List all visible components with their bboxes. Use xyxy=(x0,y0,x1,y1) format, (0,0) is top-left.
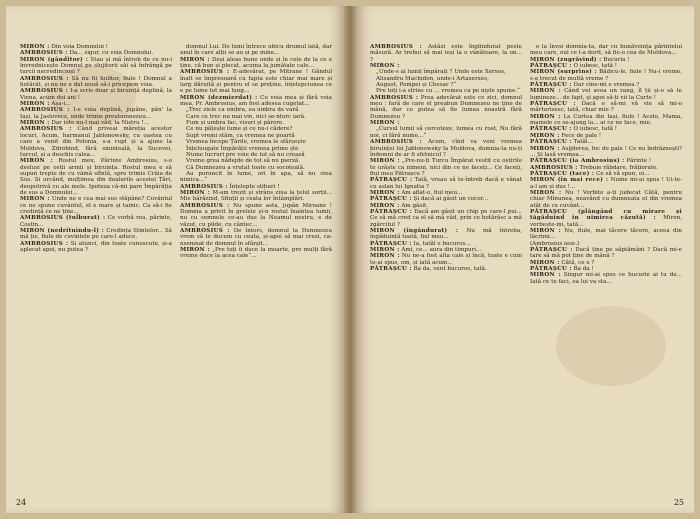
text-paragraph: MIRON : Singur mi-ai spus ce bucurie ai tu de... Iată ce te faci, ea lui va sta... xyxy=(530,272,682,285)
speaker-name: MIRON : xyxy=(370,247,400,253)
speaker-name: MIRON : xyxy=(530,227,562,234)
text-paragraph: Vreme grea nădejde de tot să nu pierză. xyxy=(186,158,301,165)
speaker-name: MIRON : xyxy=(370,63,400,70)
speaker-name: PĂTRAȘCU (plângând cu mirare și tăgăduind în uimirea căzută) : xyxy=(530,208,682,222)
text-paragraph: Care ce trec nu mai vin, nici se-ntorc iară. xyxy=(186,113,306,120)
text-paragraph: (Ambrosius iese.) xyxy=(530,240,580,247)
text-paragraph: „Unde-s ai lumii împărați ? Unde este Xerxes, xyxy=(376,69,506,76)
text-paragraph: Că Dumnezeu a vrutat toate cu socoteală. xyxy=(186,164,305,171)
speaker-name: AMBROSIUS : xyxy=(20,240,69,247)
speaker-name: AMBROSIUS : xyxy=(530,164,578,171)
speaker-name: AMBROSIUS : xyxy=(370,139,423,146)
speaker-name: MIRON : xyxy=(370,202,400,209)
text-paragraph: MIRON : Dar iote nu-l mai văd, la Nistru !... xyxy=(20,120,149,127)
speaker-name: MIRON (îngândurat) : xyxy=(370,227,459,234)
speaker-name: MIRON (gânditor) : xyxy=(20,56,89,63)
speaker-name: MIRON : xyxy=(370,120,400,127)
text-paragraph: Vremea începe Țările, vremea le sfârșește xyxy=(186,139,306,146)
speaker-name: PĂTRAȘCU : xyxy=(530,139,572,146)
speaker-name: AMBROSIUS : xyxy=(20,88,69,95)
speaker-name: MIRON : xyxy=(180,189,211,196)
text-paragraph: PĂTRAȘCU (ia Ambrosius) : Părinte ! xyxy=(530,158,652,165)
speaker-name: PĂTRAȘCU (tace) : xyxy=(530,170,595,177)
text-paragraph: MIRON (în mai rece) : Nume mi-ai spus ! Ui-te-a-l am și dus !... xyxy=(530,177,682,190)
text-paragraph: PĂTRAȘCU : Dacă am găsit un chip pe care-l pui... Ce să mă cred ca el să mă văd, prin ce hotărăsc a mă zgârcitul ? xyxy=(370,208,522,228)
text-paragraph: Fum și umbra fac, visuri și părere. xyxy=(186,120,285,127)
text-paragraph: PĂTRAȘCU : Dacă o să-mi vă vie să mi-o mărturisesc, tată, chiar mie ? xyxy=(530,101,682,114)
text-paragraph: PĂTRAȘCU : Ba da, sunt bucuros, tată. xyxy=(370,266,487,273)
text-paragraph: AMBROSIUS : I-e voia deplină, jupâne, pân' la Iași, la Jaslovecz, unde trimis preutumnezeu... xyxy=(20,107,173,120)
speaker-name: MIRON : xyxy=(20,120,50,127)
speaker-name: AMBROSIUS : xyxy=(180,227,230,234)
text-paragraph: Pre toți i-a strins cu ... vremea ca pe niște spume.“ xyxy=(376,88,520,95)
text-paragraph: AMBROSIUS : Să nu fii hulitor, fiule ! Domnul a hotărât, și nu ne e dat nouă să-i pricepem voia. xyxy=(20,75,172,89)
text-paragraph: PĂTRAȘCU : Ia, tatăl e bucuros... xyxy=(370,240,471,247)
text-paragraph: Alisandru Machidon, unde-i Artaxerxes, xyxy=(376,75,489,82)
speaker-name: MIRON : xyxy=(370,189,400,196)
text-paragraph: MIRON : Când vei avea un rang, îl ții și-o să te lumineze... de fapt, și apoi să-ți vii la Curte ! xyxy=(530,88,682,101)
text-paragraph: AMBROSIUS : Si atunci, din toate cunoscute, și-a aplecat apoi, nu putea ? xyxy=(20,240,173,253)
text-paragraph: MIRON : Nu ! Vorbite a-ți judecat Cătă, pentru chiar Minunea, neavând cu dumneata el din vremea atât de ce cuvânt... xyxy=(530,189,682,209)
book-gutter xyxy=(344,6,356,513)
speaker-name: MIRON : xyxy=(370,253,400,260)
speaker-name: AMBROSIUS (tulburat) : xyxy=(20,215,106,222)
speaker-name: PĂTRAȘCU : xyxy=(530,82,572,89)
left-column-2 xyxy=(180,44,332,260)
text-paragraph: PĂTRAȘCU : Dacă ține pe săptămâni ? Dacă mi-e tare să mă pot ține de mână ? xyxy=(530,247,682,260)
text-paragraph: MIRON (gânditor) : Stau și mă întreb de ce nu-i învrednicește Domnul pe slujitorii săi să înfrângă pe turcii necredincioși ? xyxy=(20,56,173,76)
speaker-name: MIRON : xyxy=(530,189,562,196)
text-paragraph: MIRON : M-am trezit și strâns ziua la țelul sorții... Mie hărăzind, Sfinții și ceata lor întâmplări. xyxy=(180,189,332,203)
speaker-name: PĂTRAȘCU : xyxy=(530,266,572,273)
text-paragraph: MIRON : Deși aleas bune unde și în cele de la ce e ține, că bun și plecat, acuma la jumătate cale... xyxy=(180,56,332,70)
text-paragraph: AMBROSIUS : De întors, domnul la Dumnezeu vrem să te ducem cu ceata, și-apoi să mai crezi, ca-nsemnat de domnul în sfârșit... xyxy=(180,227,332,247)
left-column-1 xyxy=(20,44,172,253)
text-paragraph: MIRON : Așa-i... xyxy=(20,101,71,108)
right-page xyxy=(356,6,694,513)
speaker-name: MIRON : xyxy=(530,132,560,139)
text-paragraph: MIRON : Asijderea, foc de pale ! Ce nu îndrăznești? ... Și lasă vremea... xyxy=(530,145,682,158)
text-paragraph: MIRON (dezmierdat) : Cu voia mea și fără voia mea, Pr. Ambrosius, am fost adesea cugetat... xyxy=(180,94,332,108)
right-column-2 xyxy=(530,44,682,285)
speaker-name: MIRON : xyxy=(530,113,561,120)
text-paragraph: MIRON (nedrituindu-l) : Credința Stintelor... Să mă ție, fiule de cuvintele pe care-l aduce. xyxy=(20,227,172,241)
speaker-name: MIRON : xyxy=(20,158,54,165)
text-paragraph: MIRON : Ami, ce... aura din timpuri... xyxy=(370,247,482,253)
speaker-name: MIRON : xyxy=(530,145,560,152)
speaker-name: AMBROSIUS : xyxy=(20,107,70,114)
text-paragraph: Au poruncit în lume, ori în apa, să nu stea nimica...“ xyxy=(180,170,332,184)
speaker-name: MIRON : xyxy=(180,247,210,253)
text-paragraph: MIRON : Nu ne-a fost alta cale și încă, toate e cum te-ai spus, om, și iată acum... xyxy=(370,253,523,266)
text-paragraph: Nume lucruri pre voie de tot să nu crează xyxy=(186,151,305,158)
text-paragraph: AMBROSIUS : Înțelepte stihuri ! xyxy=(180,183,280,190)
speaker-name: MIRON (surprins) : xyxy=(530,69,598,76)
text-paragraph: MIRON (îngândurat) : Nu mă întreba, îngăduință toată, fiul meu... xyxy=(370,227,523,241)
speaker-name: AMBROSIUS : xyxy=(180,183,228,190)
paper-stain xyxy=(556,306,666,386)
speaker-name: MIRON : xyxy=(530,259,560,266)
text-paragraph: PĂTRAȘCU (tace) : Ce să vă spun, oi... xyxy=(530,170,650,177)
text-paragraph: MIRON : „Pre toți îi duce la moarte, pre mulți fără vreme duce la acea cale“... xyxy=(180,247,332,260)
speaker-name: AMBROSIUS : xyxy=(370,44,422,50)
text-paragraph: MIRON : Am găsit. xyxy=(370,202,429,209)
text-paragraph: PĂTRAȘCU : Și dacă ai găsit un cocor... xyxy=(370,196,489,203)
text-paragraph: MIRON : La Curtea din Iași, fiule ! Acolo, Mama, mamele ce se-ajung la... ai ce ne face, mie. xyxy=(530,113,682,127)
text-paragraph: AMBROSIUS : Nu spune asta, jupân Miroane ! Domnia a privit în grelele și-n rostul înaintea lumii, nu cu semnele ce-au dus la Neamul nostru, e de văzut, cu pilde, cu cântec... xyxy=(180,202,333,228)
speaker-name: PĂTRAȘCU : xyxy=(370,208,413,215)
speaker-name: AMBROSIUS : xyxy=(180,69,230,76)
text-paragraph: Supt vremi stăm, ca vremea ne poartă xyxy=(186,132,295,139)
text-paragraph: PĂTRAȘCU (plângând cu mirare și tăgăduind în uimirea căzută) : Miron, vorbește-mi, tată... xyxy=(530,208,683,228)
text-paragraph: „Cursul lumii să cerceteze, lumea cu rost, Nu fără noi, ci fără nume...“ xyxy=(370,126,522,139)
speaker-name: MIRON : xyxy=(20,101,50,108)
text-paragraph: Înțeluugate Împărății vremea prime ște xyxy=(186,145,299,152)
text-paragraph: MIRON : Din voia Domnului ! xyxy=(20,44,108,50)
text-paragraph: MIRON : Rostul meu, Părinte Ambrosius, s-o desluși pe ostii armii și biruința. Rostul meu e să supun trepte de cu vâmă sfîntă, spre trimis Crăia de Sus. Si urcând, mulțimea din dealurile acestei Țări, deopotrivă cu ale mele. Ipoteza că-mi pare Împărăția de sus a Domnului... xyxy=(20,158,172,196)
text-paragraph: MIRON : „Pre-nu-ți Turcu Împărat vestit cu oștirile te urăște ca nimeni, nici din ce ne faceți... Ce faceți, fiul meu Pătrașcu ? xyxy=(370,158,523,177)
text-paragraph: MIRON : Fece de pale ! xyxy=(530,132,602,139)
text-paragraph: PĂTRAȘCU : O iubesc, tată ! xyxy=(530,63,617,70)
speaker-name: MIRON : xyxy=(20,196,50,203)
text-paragraph: MIRON (surprins) : Bădicu-le, fiule ! Nu-i vreme, s-a trecut de multă vreme ? xyxy=(530,69,682,82)
right-column-1 xyxy=(370,44,522,272)
speaker-name: MIRON : xyxy=(180,56,210,63)
text-paragraph: PĂTRAȘCU : Dar cine-mi e vremea ? xyxy=(530,82,640,89)
text-paragraph: AMBROSIUS : I-a scris doar și biruință deplină, la Viena, acum doi ani ! xyxy=(20,88,172,101)
speaker-name: PĂTRAȘCU (ia Ambrosius) : xyxy=(530,158,625,165)
text-paragraph: AMBROSIUS : Astăzi este înglindurat peste măsură. Ar trebui să mai ieși la o vânătoare, la un... ? xyxy=(370,44,522,63)
speaker-name: AMBROSIUS : xyxy=(180,202,230,209)
speaker-name: MIRON : xyxy=(370,158,400,165)
text-paragraph: MIRON : Unde ne e cea mai sus stăpâne? Cuvântul ce ne spune cuvântul, el e mare și tainic. Ca să-i fie credință ce ne ține... xyxy=(20,196,173,215)
text-paragraph: domnul Lui. De lumi întrece ubicu drumul iată, dar anul în care alții se au și pe mine... xyxy=(180,44,332,57)
speaker-name: MIRON : xyxy=(530,88,561,95)
speaker-name: MIRON (zugrăvind) : xyxy=(530,56,602,63)
text-paragraph: PĂTRAȘCU : Tatăl... xyxy=(530,139,593,146)
text-paragraph: August, Pompei și Chesar ?“ xyxy=(376,82,457,89)
text-paragraph: AMBROSIUS : Când priveai măreția acestor locuri, Acum, harmanul Jablonowsky, cu oastea cu care a venit din Polonia, s-a rupt și a ajuns la Moldova, Zdrobind, fără smintealä, la Sucevei, turcul, și a deschis calea... xyxy=(20,126,172,158)
speaker-name: MIRON (dezmierdat) : xyxy=(180,94,258,101)
text-paragraph: e la învoi domnia-ta, dar cu bunăvoința părintelui meu care, oul ce l-a dorit, să fie-o cea de Moldova... xyxy=(530,44,682,57)
text-paragraph: „Trec ziele ca umbra, ea umbra de vară xyxy=(186,107,299,114)
speaker-name: PĂTRAȘCU : xyxy=(530,126,572,133)
text-paragraph: Ce nu pățește lume și ce nu-i cădere? xyxy=(186,126,293,133)
speaker-name: AMBROSIUS : xyxy=(20,75,69,82)
speaker-name: PĂTRAȘCU : xyxy=(370,196,412,203)
text-paragraph: AMBROSIUS : E-adevărat, pe Mitrane ! Gândul înalt se împresoară cu fapta este chiar mai mare și larg dăruită și pentru el se preține, înțelepciunea ce e pe lume tot mai lung... xyxy=(180,69,332,95)
speaker-name: PĂTRAȘCU : xyxy=(370,266,412,273)
speaker-name: AMBROSIUS : xyxy=(20,126,72,133)
text-paragraph: PĂTRAȘCU : Ba da ! xyxy=(530,266,594,273)
speaker-name: PĂTRAȘCU : xyxy=(370,240,412,247)
text-paragraph: MIRON (zugrăvind) : Bucuria ! xyxy=(530,56,630,63)
speaker-name: MIRON (în mai rece) : xyxy=(530,177,609,184)
speaker-name: PĂTRAȘCU : xyxy=(530,247,573,253)
speaker-name: MIRON : xyxy=(530,272,561,279)
text-paragraph: MIRON : Am aflat-o, fiul meu... xyxy=(370,189,463,196)
text-paragraph: AMBROSIUS : Prea adevărat este ce zici, domnul meu : fară de care el preabun Dumnezeu ne ține de mână, dar ce putea să fie lumea noastră fără Dumnezeu ? xyxy=(370,94,522,120)
text-paragraph: AMBROSIUS (tulburat) : Ce vorbă rea, părinte, Costin... xyxy=(20,215,172,228)
speaker-name: MIRON (nedrituindu-l) : xyxy=(20,227,105,234)
text-paragraph: PĂTRAȘCU : Tată, vreau să te-întreb dacă e vânat cu aslan lui Ignatia ? xyxy=(370,177,522,190)
speaker-name: MIRON : xyxy=(20,44,50,50)
page-number-left: 24 xyxy=(16,498,27,507)
text-paragraph: PĂTRAȘCU : O iubesc, tată ! xyxy=(530,126,617,133)
text-paragraph: AMBROSIUS : Acum, cînd va veni vremea biruinței lui Jablonowsky la Moldova, domnia-ta nu-ți îndemni de ar fi sfetnicul ? xyxy=(370,139,522,158)
page-number-right: 25 xyxy=(673,498,684,507)
speaker-name: PĂTRAȘCU : xyxy=(370,177,413,184)
text-paragraph: MIRON : Cătă, ce e ? xyxy=(530,259,595,266)
speaker-name: PĂTRAȘCU : xyxy=(530,63,572,70)
speaker-name: AMBROSIUS : xyxy=(370,94,419,101)
text-paragraph: AMBROSIUS : Da... sigur, cu voia Domnului. xyxy=(20,50,154,57)
text-paragraph: MIRON : Nu, fiule, mai tăcere tăcere, aceea din lăcrimi... xyxy=(530,227,682,241)
speaker-name: PĂTRAȘCU : xyxy=(530,101,576,108)
text-paragraph: AMBROSIUS : Trebuie răbdare, frățiorule. xyxy=(530,164,658,171)
left-page xyxy=(6,6,344,513)
speaker-name: AMBROSIUS : xyxy=(20,50,68,57)
